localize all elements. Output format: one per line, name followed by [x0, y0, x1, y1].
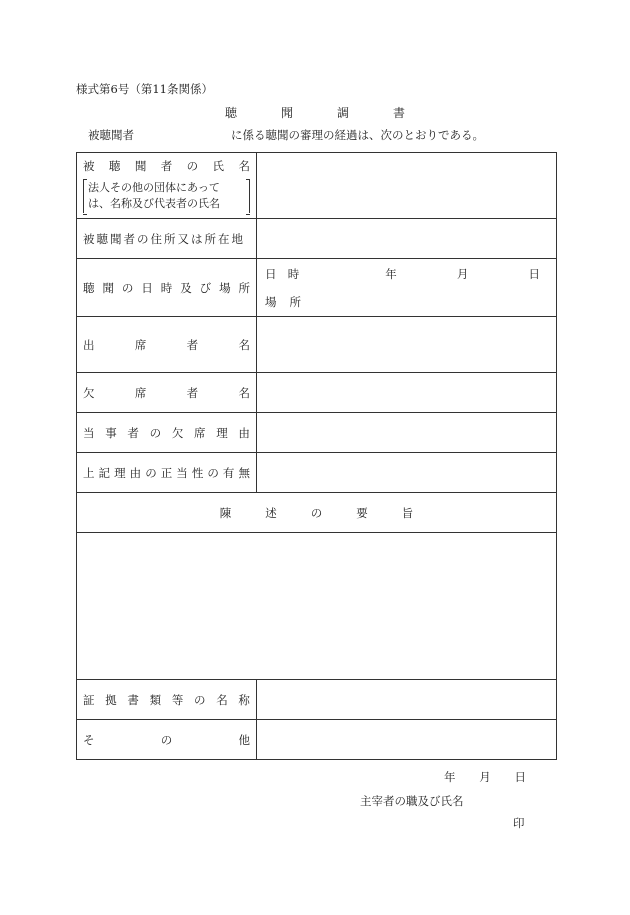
- title-char: 調: [337, 106, 350, 120]
- attendees-label-cell: [77, 317, 257, 373]
- respondent-name-label-cell: [77, 153, 257, 219]
- footer-day: 日: [514, 770, 526, 784]
- footer-year: 年: [444, 770, 456, 784]
- year-label: 年: [385, 266, 397, 281]
- statement-heading-cell: [77, 493, 557, 533]
- corporation-note: 法人その他の団体にあって は、名称及び代表者の氏名: [83, 179, 250, 213]
- other-label-cell: [77, 720, 257, 760]
- absence-reason-value[interactable]: [257, 413, 557, 453]
- footer-month: 月: [479, 770, 491, 784]
- respondent-label: 被聴聞者: [88, 128, 134, 142]
- justification-value[interactable]: [257, 453, 557, 493]
- respondent-name-value[interactable]: [257, 153, 557, 219]
- presiding-official-label: 主宰者の職及び氏名: [360, 794, 464, 808]
- place-label: 場 所: [265, 294, 301, 309]
- evidence-label-cell: [77, 680, 257, 720]
- respondent-address-label: 被聴聞者の住所又は所在地: [83, 231, 245, 246]
- evidence-label: 証 拠 書 類 等 の 名 称: [83, 692, 250, 707]
- footer-date: [444, 769, 526, 785]
- statement-summary-value[interactable]: [77, 533, 557, 680]
- justification-label-cell: [77, 453, 257, 493]
- respondent-address-label-cell: [77, 219, 257, 259]
- title-char: 書: [393, 106, 406, 120]
- form-number: 様式第6号（第11条関係）: [76, 82, 213, 96]
- month-label: 月: [456, 266, 469, 281]
- absentees-value[interactable]: [257, 373, 557, 413]
- hearing-datetime-value[interactable]: [257, 259, 557, 317]
- datetime-row: [265, 260, 548, 288]
- justification-label: 上 記 理 由 の 正 当 性 の 有 無: [83, 465, 250, 480]
- attendees-label: 出 席 者 名: [83, 337, 250, 352]
- absentees-label-cell: [77, 373, 257, 413]
- hearing-datetime-label: 聴 聞 の 日 時 及 び 場 所: [83, 280, 250, 295]
- document-title: [0, 104, 630, 121]
- attendees-value[interactable]: [257, 317, 557, 373]
- absentees-label: 欠 席 者 名: [83, 385, 250, 400]
- title-char: 聴: [224, 106, 237, 120]
- datetime-label: 日 時: [265, 266, 300, 281]
- title-char: 聞: [280, 106, 293, 120]
- hearing-record-table: [76, 152, 557, 760]
- evidence-value[interactable]: [257, 680, 557, 720]
- day-label: 日: [528, 266, 540, 281]
- seal-mark: 印: [513, 816, 525, 830]
- statement-heading: 陳 述 の 要 旨: [219, 505, 414, 520]
- other-value[interactable]: [257, 720, 557, 760]
- respondent-address-value[interactable]: [257, 219, 557, 259]
- absence-reason-label-cell: [77, 413, 257, 453]
- absence-reason-label: 当 事 者 の 欠 席 理 由: [83, 425, 250, 440]
- respondent-name-label: 被 聴 聞 者 の 氏 名: [83, 159, 250, 173]
- intro-text: に係る聴聞の審理の経過は、次のとおりである。: [231, 128, 484, 142]
- hearing-datetime-label-cell: [77, 259, 257, 317]
- place-row: [265, 288, 548, 316]
- other-label: そ の 他: [83, 732, 250, 747]
